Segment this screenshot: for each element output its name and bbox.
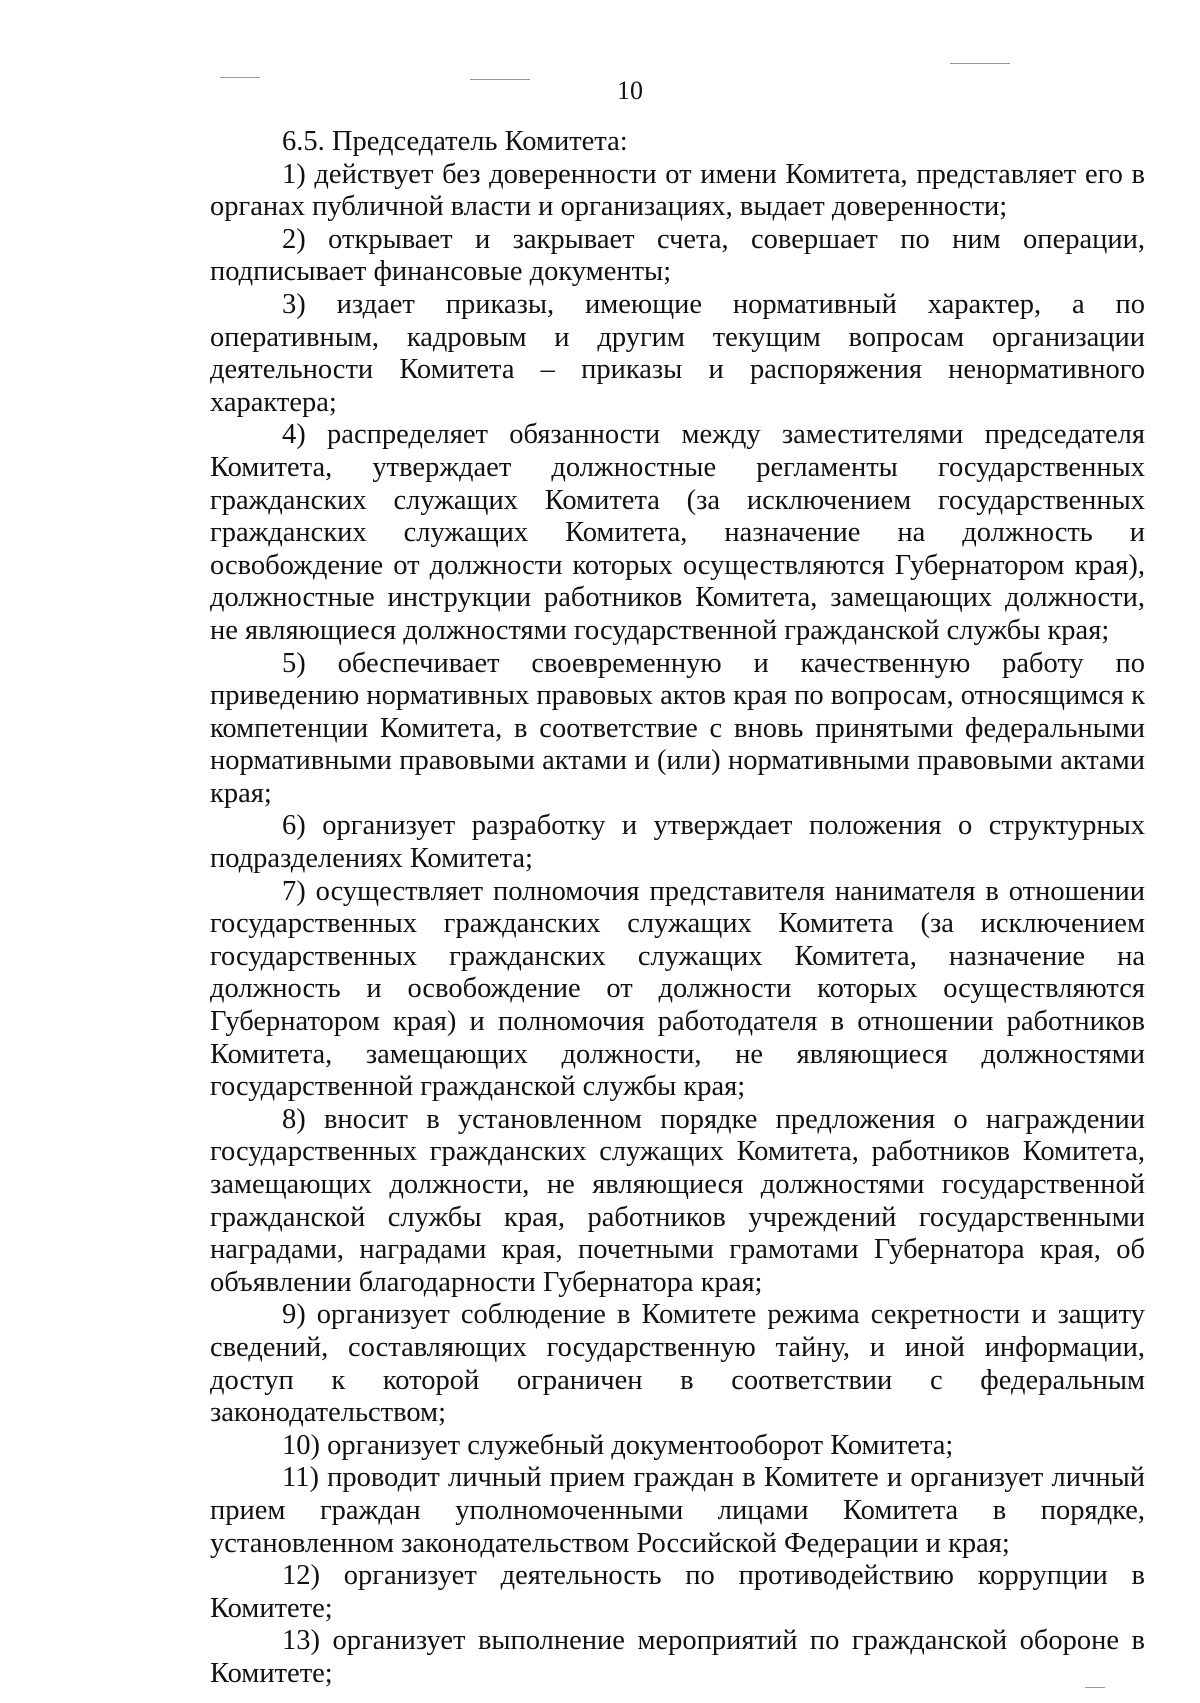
list-item: 8) вносит в установленном порядке предложения о награждении государственных гражданских служащих Комитета, работников Комитета, замещающих должности, не являющиеся должностями государственной гражданской службы края, работников учреждений государственными наградами, наградами края, почетными грамотами Губернатора края, об объявлении благодарности Губернатора края; — [210, 1103, 1145, 1298]
list-item: 11) проводит личный прием граждан в Комитете и организует личный прием граждан уполномоченными лицами Комитета в порядке, установленном законодательством Российской Федерации и края; — [210, 1462, 1145, 1559]
document-body — [210, 126, 1145, 1691]
list-item: 1) действует без доверенности от имени Комитета, представляет его в органах публичной власти и организациях, выдает доверенности; — [210, 158, 1145, 223]
list-item: 13) организует выполнение мероприятий по гражданской обороне в Комитете; — [210, 1625, 1145, 1689]
list-item: 2) открывает и закрывает счета, совершает по ним операции, подписывает финансовые документы; — [210, 223, 1145, 288]
list-item: 12) организует деятельность по противодействию коррупции в Комитете; — [210, 1560, 1145, 1624]
list-item: 5) обеспечивает своевременную и качественную работу по приведению нормативных правовых актов края по вопросам, относящимся к компетенции Комитета, в соответствие с вновь принятыми федеральными нормативными правовыми актами и (или) нормативными правовыми актами края; — [210, 647, 1145, 809]
scan-speck — [950, 63, 1010, 64]
section-heading: 6.5. Председатель Комитета: — [282, 126, 628, 157]
list-item: 4) распределяет обязанности между заместителями председателя Комитета, утверждает должностные регламенты государственных гражданских служащих Комитета (за исключением государственных гражданских служащих Комитета, назначение на должность и освобождение от должности которых осуществляются Губернатором края), должностные инструкции работников Комитета, замещающих должности, не являющиеся должностями государственной гражданской службы края; — [210, 419, 1145, 646]
page-number: 10 — [617, 76, 643, 105]
list-item: 7) осуществляет полномочия представителя нанимателя в отношении государственных гражданских служащих Комитета (за исключением государственных гражданских служащих Комитета, назначение на должность и освобождение от должности которых осуществляются Губернатором края) и полномочия работодателя в отношении работников Комитета, замещающих должности, не являющиеся должностями государственной гражданской службы края; — [210, 875, 1145, 1103]
list-item: 10) организует служебный документооборот Комитета; — [282, 1429, 954, 1461]
list-item: 9) организует соблюдение в Комитете режима секретности и защиту сведений, составляющих государственную тайну, и иной информации, доступ к которой ограничен в соответствии с федеральным законодательством; — [210, 1299, 1145, 1429]
list-item: 3) издает приказы, имеющие нормативный характер, а по оперативным, кадровым и другим текущим вопросам организации деятельности Комитета – приказы и распоряжения ненормативного характера; — [210, 288, 1145, 418]
list-item: 6) организует разработку и утверждает положения о структурных подразделениях Комитета; — [210, 810, 1145, 875]
